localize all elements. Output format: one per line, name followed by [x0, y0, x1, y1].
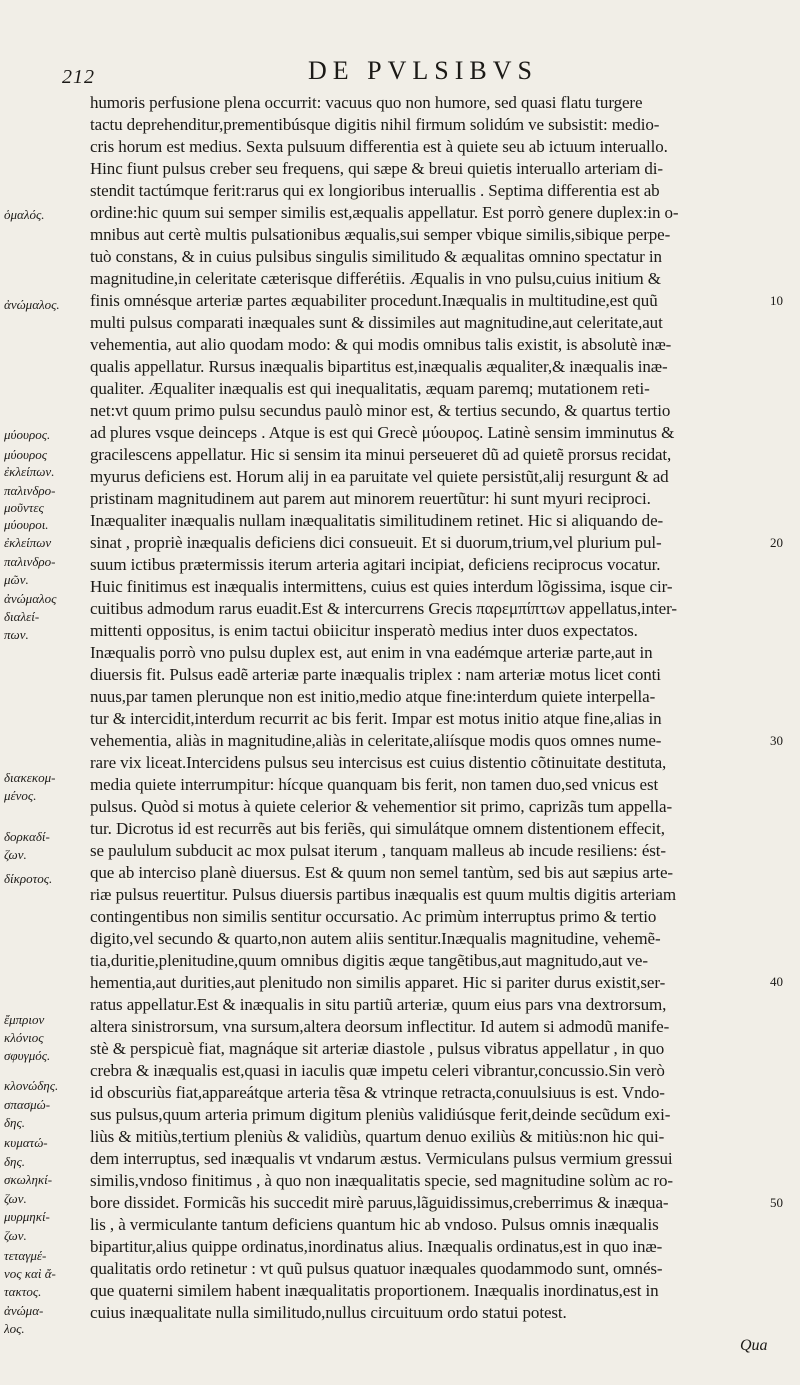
text-line: ordine:hic quum sui semper similis est,æqualis appellatur. Est porrò genere duplex:in o- — [90, 203, 679, 222]
text-line: id obscuriùs fiat,appareátque arteria tẽsa & vtrinque retracta,conuulsiuus is est. Vndo- — [90, 1083, 665, 1102]
marginal-note: μῶν. — [4, 573, 29, 587]
text-line: pulsus. Quòd si motus à quiete celerior & vehementior sit primo, caprizãs tum appella- — [90, 797, 673, 816]
line-number: 40 — [770, 975, 783, 989]
text-line: cris horum est medius. Sexta pulsuum differentia est à quiete seu ab ictuum interuallo. — [90, 137, 668, 156]
text-line: bipartitur,alius quippe ordinatus,inordinatus alius. Inæqualis ordinatus,est in quo inæ- — [90, 1237, 663, 1256]
marginal-note: μύουρος. — [4, 428, 51, 442]
marginal-note: ἀνώμα- — [4, 1304, 44, 1318]
text-line: pristinam magnitudinem aut parem aut minorem reuertũtur: hi sunt myuri reciproci. — [90, 489, 651, 508]
text-line: bore dissidet. Formicãs his succedit mirè paruus,lãguidissimus,creberrimus & inæqua- — [90, 1193, 669, 1212]
marginal-note: ἐκλείπων. — [4, 465, 55, 479]
text-line: tuò constans, & in cuius pulsibus singulis similitudo & æqualitas omnino spectatur in — [90, 247, 662, 266]
text-line: qualis appellatur. Rursus inæqualis bipartitus est,inæqualis æqualiter,& inæqualis inæ- — [90, 357, 668, 376]
text-line: digito,vel secundo & quarto,non autem aliis sentitur.Inæqualis magnitudine, vehemẽ- — [90, 929, 661, 948]
marginal-note: διακεκομ- — [4, 771, 56, 785]
marginal-note: μένος. — [4, 789, 37, 803]
marginal-note: μύουρος — [4, 448, 47, 462]
line-number: 30 — [770, 734, 783, 748]
text-line: cuitibus admodum rarus euadit.Est & intercurrens Grecis παρεμπίπτων appellatus,inter- — [90, 599, 677, 618]
text-line: crebra & inæqualis est,quasi in iaculis quæ impetu celeri vibrantur,concussio.Sin verò — [90, 1061, 665, 1080]
text-line: Huic finitimus est inæqualis intermittens, cuius est quies interdum lõgissima, isque cir- — [90, 577, 673, 596]
text-line: Hinc fiunt pulsus creber seu frequens, qui sæpe & breui quietis interuallo arteriam di- — [90, 159, 663, 178]
text-line: gracilescens appellatur. Hic si sensim ita minui perseueret dũ ad quietẽ prorsus recidat, — [90, 445, 672, 464]
marginal-note: διαλεί- — [4, 610, 40, 624]
text-line: liùs & mitiùs,tertium pleniùs & validiùs, quartum denuo exiliùs & mitiùs:non hic qui- — [90, 1127, 665, 1146]
text-line: similis,vndoso finitimus , à quo non inæqualitatis specie, sed magnitudine solùm ac ro- — [90, 1171, 673, 1190]
marginal-note: ἐκλείπων — [4, 536, 52, 550]
marginal-note: δορκαδί- — [4, 830, 50, 844]
text-line: finis omnésque arteriæ partes æquabiliter procedunt.Inæqualis in multitudine,est quũ — [90, 291, 658, 310]
text-line: Inæqualiter inæqualis nullam inæqualitatis similitudinem retinet. Hic si aliquando de- — [90, 511, 664, 530]
text-line: que ab interciso planè diuersus. Est & quum non semel tantùm, sed bis aut sæpius arte- — [90, 863, 673, 882]
marginal-note: μοῦντες — [4, 501, 44, 515]
text-line: tur & intercidit,interdum recurrit ac bis ferit. Impar est motus initio atque fine,alias in — [90, 709, 662, 728]
text-line: ad plures vsque deinceps . Atque is est qui Grecè μύουρος. Latinè sensim imminutus & — [90, 423, 675, 442]
line-number: 20 — [770, 536, 783, 550]
marginal-note: κυματώ- — [4, 1136, 48, 1150]
text-line: media quiete interrumpitur: hícque quanquam bis ferit, non tamen duo,sed vnicus est — [90, 775, 659, 794]
marginal-note: κλόνιος — [4, 1031, 44, 1045]
marginal-note: ζων. — [4, 1229, 27, 1243]
text-line: magnitudine,in celeritate cæterisque differétiis. Æqualis in vno pulsu,cuius initium & — [90, 269, 661, 288]
text-line: que quaterni similem habent inæqualitatis proportionem. Inæqualis inordinatus,est in — [90, 1281, 659, 1300]
text-line: diuersis fit. Pulsus eadẽ arteriæ parte inæqualis triplex : nam arteriæ motus licet conti — [90, 665, 661, 684]
text-line: ratus appellatur.Est & inæqualis in situ partiũ arteriæ, quum eius pars vna dextrorsum, — [90, 995, 667, 1014]
text-line: riæ pulsus reuertitur. Pulsus diuersis partibus inæqualis est quum multis digitis arteriam — [90, 885, 676, 904]
marginal-note: ζων. — [4, 848, 27, 862]
marginal-note: δης. — [4, 1155, 26, 1169]
marginal-note: ζων. — [4, 1192, 27, 1206]
marginal-note: τεταγμέ- — [4, 1249, 47, 1263]
text-line: stè & perspicuè fiat, magnáque sit arteriæ diastole , pulsus vibratus appellatur , in quo — [90, 1039, 665, 1058]
running-head: DE PVLSIBVS — [308, 56, 538, 85]
marginal-note: νος καὶ ἄ- — [4, 1267, 56, 1281]
text-line: tur. Dicrotus id est recurrẽs aut bis feriẽs, qui simulátque omnem distentionem effecit, — [90, 819, 665, 838]
text-line: se paululum subducit ac mox pulsat iterum , tanquam malleus ab incude resiliens: ést- — [90, 841, 666, 860]
text-line: qualiter. Æqualiter inæqualis est qui inequalitatis, æquam paremq; mutationem reti- — [90, 379, 650, 398]
text-line: rare vix liceat.Intercidens pulsus seu intercisus est cuius distentio cõtinuitate destituta, — [90, 753, 667, 772]
marginal-note: δης. — [4, 1116, 26, 1130]
marginal-note: ὁμαλός. — [4, 208, 45, 222]
text-line: dem interruptus, sed inæqualis vt vndarum æstus. Vermiculans pulsus vermium gressui — [90, 1149, 673, 1168]
marginal-note: ἀνώμαλος — [4, 592, 57, 606]
text-line: hementia,aut durities,aut plenitudo non similis apparet. Hic si pariter durus existit,ser- — [90, 973, 666, 992]
text-line: stendit tactúmque ferit:rarus qui ex longioribus interuallis . Septima differentia est ab — [90, 181, 660, 200]
marginal-note: σκωληκί- — [4, 1173, 53, 1187]
text-line: cuius inæqualitate nulla similitudo,nullus circuituum ordo statui potest. — [90, 1303, 567, 1322]
catchword: Qua — [740, 1337, 768, 1354]
line-number: 10 — [770, 294, 783, 308]
marginal-note: σπασμώ- — [4, 1098, 51, 1112]
marginal-note: παλινδρο- — [4, 555, 56, 569]
marginal-note: σφυγμός. — [4, 1049, 51, 1063]
text-line: suum ictibus prætermissis iterum arteria agitari incipiat, deficiens reciprocus vocatur. — [90, 555, 661, 574]
text-line: multi pulsus comparati inæquales sunt & dissimiles aut magnitudine,aut celeritate,aut — [90, 313, 663, 332]
marginal-note: λος. — [4, 1322, 25, 1336]
marginal-note: πων. — [4, 628, 29, 642]
text-line: tactu deprehenditur,prementibúsque digitis nihil firmum solidúm ve subsistit: medio- — [90, 115, 660, 134]
text-line: vehementia, aliàs in magnitudine,aliàs in celeritate,aliísque modis quos omnes nume- — [90, 731, 662, 750]
marginal-note: κλονώδης. — [4, 1079, 59, 1093]
text-line: contingentibus non similis sentitur occursatio. Ac primùm interruptus primo & tertio — [90, 907, 657, 926]
page-number: 212 — [62, 66, 95, 88]
text-line: humoris perfusione plena occurrit: vacuus quo non humore, sed quasi flatu turgere — [90, 93, 643, 112]
line-number: 50 — [770, 1196, 783, 1210]
text-line: mnibus aut certè multis pulsationibus æqualis,sui semper vbique similis,sibique perpe- — [90, 225, 671, 244]
marginal-note: τακτος. — [4, 1285, 42, 1299]
text-line: mittenti oppositus, is enim tactui obiicitur insperatò medius inter duos expectatos. — [90, 621, 638, 640]
text-line: Inæqualis porrò vno pulsu duplex est, aut enim in vna eadémque arteriæ parte,aut in — [90, 643, 653, 662]
text-line: sus pulsus,quum arteria primum digitum pleniùs validiúsque ferit,deinde secũdum exi- — [90, 1105, 671, 1124]
marginal-note: μύουροι. — [4, 518, 49, 532]
text-line: net:vt quum primo pulsu secundus paulò minor est, & tertius secundo, & quartus tertio — [90, 401, 671, 420]
text-line: myurus deficiens est. Horum alij in ea paruitate vel quiete persistũt,alij resurgunt & ad — [90, 467, 669, 486]
text-line: lis , à vermiculante tantum deficiens quantum hic ab vndoso. Pulsus omnis inæqualis — [90, 1215, 659, 1234]
marginal-note: μυρμηκί- — [4, 1210, 50, 1224]
marginal-note: παλινδρο- — [4, 484, 56, 498]
text-line: vehementia, aut alio quodam modo: & qui modis omnibus talis existit, is absolutè inæ- — [90, 335, 672, 354]
text-line: nuus,par tamen plerunque non est initio,medio atque fine:interdum quiete interpella- — [90, 687, 656, 706]
text-line: qualitatis ordo retinetur : vt quũ pulsus quatuor inæquales quodammodo sunt, omnés- — [90, 1259, 663, 1278]
text-line: sinat , propriè inæqualis deficiens dici consueuit. Et si duorum,trium,vel plurium pul- — [90, 533, 662, 552]
text-line: altera sinistrorsum, vna sursum,altera deorsum inflectitur. Id autem si admodũ manife- — [90, 1017, 670, 1036]
marginal-note: ἀνώμαλος. — [4, 298, 60, 312]
marginal-note: δίκροτος. — [4, 872, 53, 886]
marginal-note: ἔμπριον — [4, 1013, 45, 1027]
text-line: tia,duritie,plenitudine,quum omnibus digitis æque tangẽtibus,aut magnitudo,aut ve- — [90, 951, 648, 970]
